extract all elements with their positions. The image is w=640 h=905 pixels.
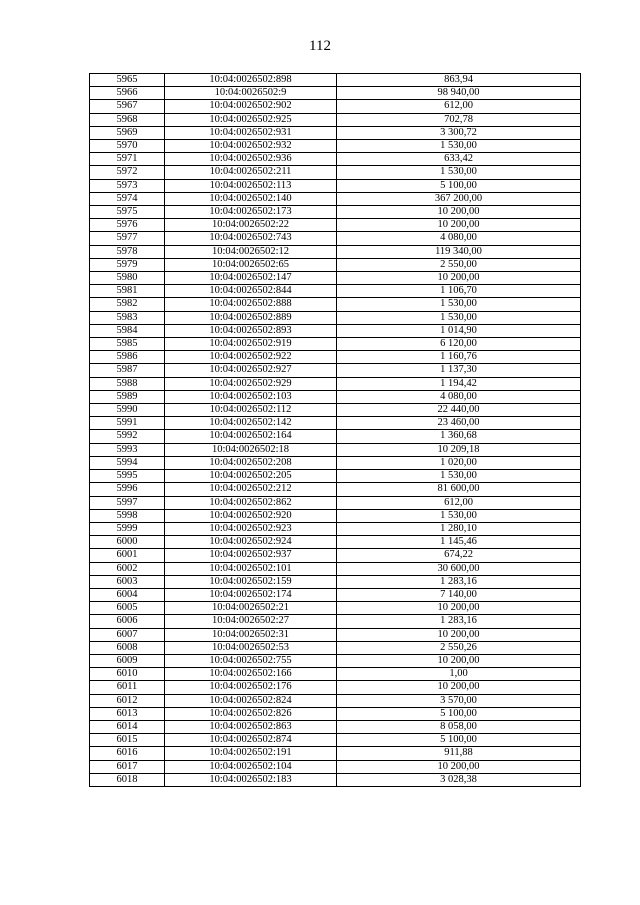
table-row (90, 641, 581, 654)
value-cell: 1 020,00 (337, 456, 581, 469)
cadastral-number-cell: 10:04:0026502:142 (165, 417, 337, 430)
cadastral-number-cell: 10:04:0026502:936 (165, 153, 337, 166)
value-cell: 1 283,16 (337, 615, 581, 628)
table-row (90, 681, 581, 694)
row-number-cell: 6000 (90, 536, 165, 549)
table-row (90, 760, 581, 773)
table-row (90, 324, 581, 337)
row-number-cell: 6018 (90, 773, 165, 786)
cadastral-number-cell: 10:04:0026502:920 (165, 509, 337, 522)
value-cell: 10 200,00 (337, 272, 581, 285)
value-cell: 863,94 (337, 74, 581, 87)
value-cell: 30 600,00 (337, 562, 581, 575)
row-number-cell: 5994 (90, 456, 165, 469)
value-cell: 633,42 (337, 153, 581, 166)
row-number-cell: 5965 (90, 74, 165, 87)
cadastral-number-cell: 10:04:0026502:191 (165, 747, 337, 760)
value-cell: 1 530,00 (337, 470, 581, 483)
row-number-cell: 5991 (90, 417, 165, 430)
row-number-cell: 5968 (90, 113, 165, 126)
value-cell: 10 200,00 (337, 602, 581, 615)
row-number-cell: 5978 (90, 245, 165, 258)
value-cell: 6 120,00 (337, 338, 581, 351)
table-body (90, 74, 581, 787)
table-row (90, 140, 581, 153)
table-row (90, 549, 581, 562)
value-cell: 81 600,00 (337, 483, 581, 496)
row-number-cell: 5976 (90, 219, 165, 232)
cadastral-number-cell: 10:04:0026502:208 (165, 456, 337, 469)
cadastral-number-cell: 10:04:0026502:159 (165, 575, 337, 588)
cadastral-number-cell: 10:04:0026502:743 (165, 232, 337, 245)
row-number-cell: 6005 (90, 602, 165, 615)
value-cell: 612,00 (337, 496, 581, 509)
row-number-cell: 5980 (90, 272, 165, 285)
value-cell: 1 160,76 (337, 351, 581, 364)
table-row (90, 707, 581, 720)
table-row (90, 654, 581, 667)
table-row (90, 311, 581, 324)
cadastral-number-cell: 10:04:0026502:929 (165, 377, 337, 390)
value-cell: 3 028,38 (337, 773, 581, 786)
cadastral-number-cell: 10:04:0026502:874 (165, 734, 337, 747)
row-number-cell: 5998 (90, 509, 165, 522)
table-row (90, 483, 581, 496)
cadastral-number-cell: 10:04:0026502:53 (165, 641, 337, 654)
row-number-cell: 5977 (90, 232, 165, 245)
cadastral-number-cell: 10:04:0026502:9 (165, 87, 337, 100)
row-number-cell: 6010 (90, 668, 165, 681)
cadastral-number-cell: 10:04:0026502:18 (165, 443, 337, 456)
value-cell: 10 200,00 (337, 681, 581, 694)
cadastral-number-cell: 10:04:0026502:919 (165, 338, 337, 351)
value-cell: 119 340,00 (337, 245, 581, 258)
cadastral-value-table (89, 73, 581, 787)
table-row (90, 258, 581, 271)
table-row (90, 536, 581, 549)
table-row (90, 575, 581, 588)
row-number-cell: 6012 (90, 694, 165, 707)
value-cell: 2 550,26 (337, 641, 581, 654)
table-row (90, 338, 581, 351)
cadastral-number-cell: 10:04:0026502:927 (165, 364, 337, 377)
row-number-cell: 5975 (90, 206, 165, 219)
value-cell: 5 100,00 (337, 707, 581, 720)
cadastral-number-cell: 10:04:0026502:176 (165, 681, 337, 694)
cadastral-number-cell: 10:04:0026502:824 (165, 694, 337, 707)
table-row (90, 509, 581, 522)
row-number-cell: 5989 (90, 390, 165, 403)
row-number-cell: 5966 (90, 87, 165, 100)
row-number-cell: 5985 (90, 338, 165, 351)
table-row (90, 602, 581, 615)
table-row (90, 219, 581, 232)
table-row (90, 74, 581, 87)
value-cell: 1 194,42 (337, 377, 581, 390)
value-cell: 1,00 (337, 668, 581, 681)
row-number-cell: 6017 (90, 760, 165, 773)
value-cell: 674,22 (337, 549, 581, 562)
row-number-cell: 5992 (90, 430, 165, 443)
value-cell: 4 080,00 (337, 390, 581, 403)
table-row (90, 734, 581, 747)
cadastral-number-cell: 10:04:0026502:925 (165, 113, 337, 126)
cadastral-number-cell: 10:04:0026502:826 (165, 707, 337, 720)
cadastral-number-cell: 10:04:0026502:103 (165, 390, 337, 403)
cadastral-number-cell: 10:04:0026502:888 (165, 298, 337, 311)
table-row (90, 87, 581, 100)
cadastral-number-cell: 10:04:0026502:31 (165, 628, 337, 641)
row-number-cell: 5997 (90, 496, 165, 509)
table-row (90, 522, 581, 535)
table-row (90, 668, 581, 681)
cadastral-number-cell: 10:04:0026502:147 (165, 272, 337, 285)
table-row (90, 377, 581, 390)
table-row (90, 272, 581, 285)
row-number-cell: 5990 (90, 404, 165, 417)
value-cell: 911,88 (337, 747, 581, 760)
row-number-cell: 6011 (90, 681, 165, 694)
row-number-cell: 6014 (90, 720, 165, 733)
cadastral-number-cell: 10:04:0026502:173 (165, 206, 337, 219)
cadastral-number-cell: 10:04:0026502:923 (165, 522, 337, 535)
row-number-cell: 5988 (90, 377, 165, 390)
cadastral-number-cell: 10:04:0026502:931 (165, 126, 337, 139)
cadastral-number-cell: 10:04:0026502:863 (165, 720, 337, 733)
cadastral-number-cell: 10:04:0026502:166 (165, 668, 337, 681)
value-cell: 4 080,00 (337, 232, 581, 245)
cadastral-number-cell: 10:04:0026502:205 (165, 470, 337, 483)
value-cell: 5 100,00 (337, 179, 581, 192)
table-row (90, 417, 581, 430)
cadastral-number-cell: 10:04:0026502:893 (165, 324, 337, 337)
value-cell: 1 283,16 (337, 575, 581, 588)
row-number-cell: 5969 (90, 126, 165, 139)
cadastral-number-cell: 10:04:0026502:27 (165, 615, 337, 628)
cadastral-number-cell: 10:04:0026502:889 (165, 311, 337, 324)
cadastral-number-cell: 10:04:0026502:12 (165, 245, 337, 258)
row-number-cell: 5996 (90, 483, 165, 496)
cadastral-number-cell: 10:04:0026502:902 (165, 100, 337, 113)
table-row (90, 496, 581, 509)
table-row (90, 192, 581, 205)
table-row (90, 245, 581, 258)
row-number-cell: 5995 (90, 470, 165, 483)
row-number-cell: 6003 (90, 575, 165, 588)
value-cell: 22 440,00 (337, 404, 581, 417)
row-number-cell: 6008 (90, 641, 165, 654)
row-number-cell: 5979 (90, 258, 165, 271)
table-row (90, 113, 581, 126)
row-number-cell: 6016 (90, 747, 165, 760)
table-row (90, 628, 581, 641)
row-number-cell: 6007 (90, 628, 165, 641)
row-number-cell: 5993 (90, 443, 165, 456)
table-row (90, 588, 581, 601)
value-cell: 702,78 (337, 113, 581, 126)
table-row (90, 747, 581, 760)
row-number-cell: 5967 (90, 100, 165, 113)
row-number-cell: 6001 (90, 549, 165, 562)
row-number-cell: 5981 (90, 285, 165, 298)
table-row (90, 615, 581, 628)
row-number-cell: 5986 (90, 351, 165, 364)
row-number-cell: 5971 (90, 153, 165, 166)
cadastral-number-cell: 10:04:0026502:212 (165, 483, 337, 496)
cadastral-number-cell: 10:04:0026502:937 (165, 549, 337, 562)
table-row (90, 390, 581, 403)
value-cell: 3 300,72 (337, 126, 581, 139)
cadastral-number-cell: 10:04:0026502:21 (165, 602, 337, 615)
cadastral-number-cell: 10:04:0026502:22 (165, 219, 337, 232)
table-row (90, 430, 581, 443)
row-number-cell: 6004 (90, 588, 165, 601)
table-row (90, 166, 581, 179)
cadastral-number-cell: 10:04:0026502:924 (165, 536, 337, 549)
value-cell: 1 360,68 (337, 430, 581, 443)
row-number-cell: 6013 (90, 707, 165, 720)
table-row (90, 153, 581, 166)
cadastral-number-cell: 10:04:0026502:211 (165, 166, 337, 179)
table-row (90, 562, 581, 575)
value-cell: 10 200,00 (337, 760, 581, 773)
cadastral-number-cell: 10:04:0026502:844 (165, 285, 337, 298)
cadastral-number-cell: 10:04:0026502:101 (165, 562, 337, 575)
cadastral-number-cell: 10:04:0026502:755 (165, 654, 337, 667)
value-cell: 10 200,00 (337, 206, 581, 219)
value-cell: 1 530,00 (337, 140, 581, 153)
cadastral-number-cell: 10:04:0026502:183 (165, 773, 337, 786)
cadastral-number-cell: 10:04:0026502:922 (165, 351, 337, 364)
value-cell: 10 200,00 (337, 654, 581, 667)
row-number-cell: 5970 (90, 140, 165, 153)
row-number-cell: 6002 (90, 562, 165, 575)
value-cell: 612,00 (337, 100, 581, 113)
table-row (90, 100, 581, 113)
value-cell: 2 550,00 (337, 258, 581, 271)
row-number-cell: 5973 (90, 179, 165, 192)
row-number-cell: 6006 (90, 615, 165, 628)
value-cell: 1 530,00 (337, 509, 581, 522)
table-row (90, 364, 581, 377)
cadastral-number-cell: 10:04:0026502:113 (165, 179, 337, 192)
table-row (90, 298, 581, 311)
value-cell: 1 530,00 (337, 166, 581, 179)
value-cell: 1 530,00 (337, 298, 581, 311)
row-number-cell: 5983 (90, 311, 165, 324)
value-cell: 1 530,00 (337, 311, 581, 324)
cadastral-number-cell: 10:04:0026502:104 (165, 760, 337, 773)
row-number-cell: 5972 (90, 166, 165, 179)
cadastral-number-cell: 10:04:0026502:862 (165, 496, 337, 509)
value-cell: 1 280,10 (337, 522, 581, 535)
table-row (90, 470, 581, 483)
value-cell: 5 100,00 (337, 734, 581, 747)
row-number-cell: 5987 (90, 364, 165, 377)
table-row (90, 179, 581, 192)
cadastral-number-cell: 10:04:0026502:932 (165, 140, 337, 153)
row-number-cell: 5974 (90, 192, 165, 205)
value-cell: 1 145,46 (337, 536, 581, 549)
cadastral-number-cell: 10:04:0026502:112 (165, 404, 337, 417)
value-cell: 3 570,00 (337, 694, 581, 707)
table-row (90, 443, 581, 456)
table-row (90, 232, 581, 245)
value-cell: 10 209,18 (337, 443, 581, 456)
table-row (90, 694, 581, 707)
value-cell: 1 137,30 (337, 364, 581, 377)
table-row (90, 206, 581, 219)
table-row (90, 773, 581, 786)
value-cell: 8 058,00 (337, 720, 581, 733)
table-row (90, 126, 581, 139)
cadastral-number-cell: 10:04:0026502:898 (165, 74, 337, 87)
table-row (90, 351, 581, 364)
value-cell: 7 140,00 (337, 588, 581, 601)
row-number-cell: 6009 (90, 654, 165, 667)
cadastral-number-cell: 10:04:0026502:164 (165, 430, 337, 443)
cadastral-number-cell: 10:04:0026502:140 (165, 192, 337, 205)
value-cell: 10 200,00 (337, 219, 581, 232)
cadastral-number-cell: 10:04:0026502:65 (165, 258, 337, 271)
value-cell: 367 200,00 (337, 192, 581, 205)
row-number-cell: 6015 (90, 734, 165, 747)
value-cell: 1 014,90 (337, 324, 581, 337)
table-row (90, 456, 581, 469)
table-row (90, 720, 581, 733)
row-number-cell: 5999 (90, 522, 165, 535)
row-number-cell: 5982 (90, 298, 165, 311)
table-row (90, 404, 581, 417)
value-cell: 98 940,00 (337, 87, 581, 100)
value-cell: 1 106,70 (337, 285, 581, 298)
value-cell: 10 200,00 (337, 628, 581, 641)
table-row (90, 285, 581, 298)
row-number-cell: 5984 (90, 324, 165, 337)
page-number: 112 (309, 38, 331, 54)
value-cell: 23 460,00 (337, 417, 581, 430)
cadastral-number-cell: 10:04:0026502:174 (165, 588, 337, 601)
